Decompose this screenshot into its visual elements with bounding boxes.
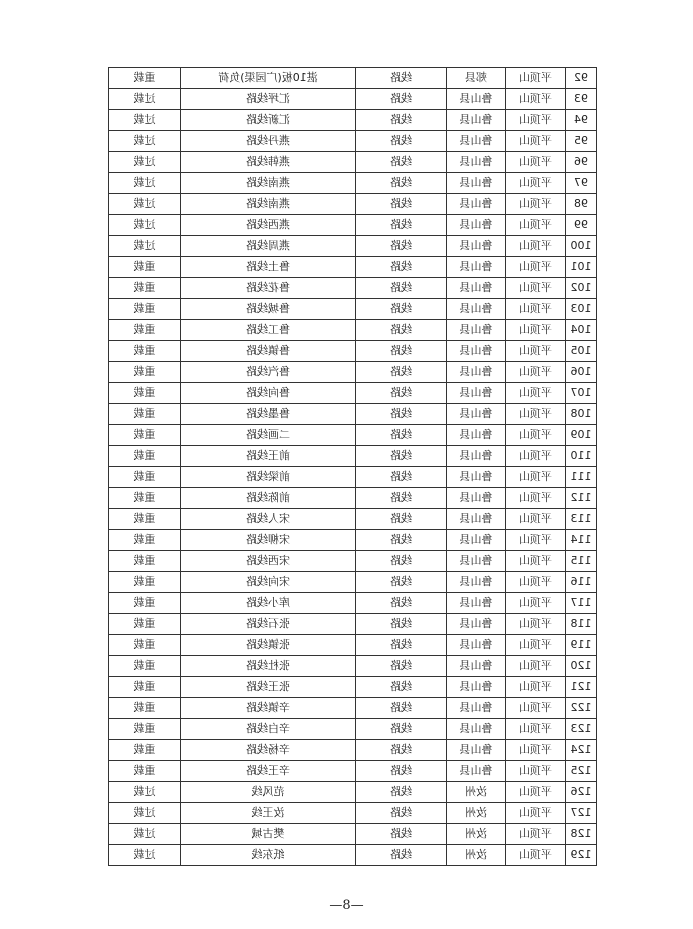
row-number: 128 [566, 824, 597, 845]
type-cell: 线路 [356, 299, 447, 320]
row-number: 115 [566, 551, 597, 572]
table-row [109, 278, 597, 299]
type-cell: 线路 [356, 698, 447, 719]
type-cell: 线路 [356, 761, 447, 782]
status-cell: 重载 [109, 677, 181, 698]
table-row [109, 404, 597, 425]
line-name-cell: 纸东线 [181, 845, 356, 866]
table-row [109, 68, 597, 89]
city-cell: 平顶山 [506, 152, 566, 173]
status-cell: 过载 [109, 803, 181, 824]
table-row [109, 425, 597, 446]
line-name-cell: 张镇线路 [181, 635, 356, 656]
county-cell: 鲁山县 [447, 488, 506, 509]
status-cell: 过载 [109, 131, 181, 152]
county-cell: 鲁山县 [447, 131, 506, 152]
city-cell: 平顶山 [506, 509, 566, 530]
status-cell: 过载 [109, 845, 181, 866]
line-name-cell: 鲁土线路 [181, 257, 356, 278]
status-cell: 重载 [109, 740, 181, 761]
county-cell: 鲁山县 [447, 593, 506, 614]
county-cell: 鲁山县 [447, 698, 506, 719]
row-number: 125 [566, 761, 597, 782]
line-name-cell: 宋柳线路 [181, 530, 356, 551]
line-name-cell: 前陈线路 [181, 488, 356, 509]
row-number: 104 [566, 320, 597, 341]
city-cell: 平顶山 [506, 551, 566, 572]
county-cell: 汝州 [447, 782, 506, 803]
line-name-cell: 宋向线路 [181, 572, 356, 593]
city-cell: 平顶山 [506, 362, 566, 383]
type-cell: 线路 [356, 446, 447, 467]
row-number: 105 [566, 341, 597, 362]
table-row [109, 236, 597, 257]
line-name-cell: 燕南线路 [181, 173, 356, 194]
type-cell: 线路 [356, 467, 447, 488]
type-cell: 线路 [356, 656, 447, 677]
city-cell: 平顶山 [506, 761, 566, 782]
status-cell: 重载 [109, 320, 181, 341]
status-cell: 过载 [109, 236, 181, 257]
county-cell: 鲁山县 [447, 278, 506, 299]
county-cell: 汝州 [447, 845, 506, 866]
type-cell: 线路 [356, 257, 447, 278]
table-row [109, 110, 597, 131]
county-cell: 鲁山县 [447, 383, 506, 404]
city-cell: 平顶山 [506, 572, 566, 593]
row-number: 117 [566, 593, 597, 614]
row-number: 124 [566, 740, 597, 761]
table-row [109, 782, 597, 803]
row-number: 121 [566, 677, 597, 698]
row-number: 106 [566, 362, 597, 383]
line-name-cell: 汝王线 [181, 803, 356, 824]
line-name-cell: 宋人线路 [181, 509, 356, 530]
type-cell: 线路 [356, 194, 447, 215]
line-name-cell: 燕丹线路 [181, 131, 356, 152]
table-row [109, 824, 597, 845]
table-row [109, 341, 597, 362]
city-cell: 平顶山 [506, 425, 566, 446]
type-cell: 线路 [356, 719, 447, 740]
status-cell: 过载 [109, 89, 181, 110]
county-cell: 鲁山县 [447, 446, 506, 467]
status-cell: 重载 [109, 362, 181, 383]
line-name-cell: 燕西线路 [181, 215, 356, 236]
status-cell: 重载 [109, 530, 181, 551]
city-cell: 平顶山 [506, 383, 566, 404]
status-cell: 重载 [109, 467, 181, 488]
city-cell: 平顶山 [506, 68, 566, 89]
county-cell: 鲁山县 [447, 740, 506, 761]
row-number: 119 [566, 635, 597, 656]
row-number: 123 [566, 719, 597, 740]
status-cell: 重载 [109, 656, 181, 677]
type-cell: 线路 [356, 320, 447, 341]
line-name-cell: 樊古城 [181, 824, 356, 845]
status-cell: 重载 [109, 446, 181, 467]
type-cell: 线路 [356, 782, 447, 803]
row-number: 126 [566, 782, 597, 803]
type-cell: 线路 [356, 404, 447, 425]
status-cell: 重载 [109, 551, 181, 572]
city-cell: 平顶山 [506, 278, 566, 299]
row-number: 93 [566, 89, 597, 110]
county-cell: 鲁山县 [447, 215, 506, 236]
line-name-cell: 宋西线路 [181, 551, 356, 572]
line-name-cell: 鲁工线路 [181, 320, 356, 341]
row-number: 112 [566, 488, 597, 509]
line-name-cell: 张王线路 [181, 677, 356, 698]
line-name-cell: 二画线路 [181, 425, 356, 446]
county-cell: 鲁山县 [447, 152, 506, 173]
county-cell: 鲁山县 [447, 467, 506, 488]
table-row [109, 383, 597, 404]
row-number: 103 [566, 299, 597, 320]
type-cell: 线路 [356, 593, 447, 614]
type-cell: 线路 [356, 173, 447, 194]
city-cell: 平顶山 [506, 656, 566, 677]
row-number: 101 [566, 257, 597, 278]
status-cell: 过载 [109, 110, 181, 131]
table-row [109, 761, 597, 782]
city-cell: 平顶山 [506, 782, 566, 803]
type-cell: 线路 [356, 215, 447, 236]
status-cell: 过载 [109, 152, 181, 173]
status-cell: 重载 [109, 635, 181, 656]
status-cell: 重载 [109, 719, 181, 740]
table-row [109, 152, 597, 173]
county-cell: 鲁山县 [447, 425, 506, 446]
county-cell: 鲁山县 [447, 299, 506, 320]
page-number: —8— [329, 898, 364, 913]
table-row [109, 215, 597, 236]
city-cell: 平顶山 [506, 341, 566, 362]
row-number: 100 [566, 236, 597, 257]
type-cell: 线路 [356, 425, 447, 446]
county-cell: 鲁山县 [447, 404, 506, 425]
line-name-cell: 辛白线路 [181, 719, 356, 740]
city-cell: 平顶山 [506, 593, 566, 614]
city-cell: 平顶山 [506, 89, 566, 110]
city-cell: 平顶山 [506, 488, 566, 509]
status-cell: 重载 [109, 698, 181, 719]
status-cell: 过载 [109, 215, 181, 236]
city-cell: 平顶山 [506, 719, 566, 740]
status-cell: 重载 [109, 509, 181, 530]
table-row [109, 299, 597, 320]
type-cell: 线路 [356, 551, 447, 572]
row-number: 116 [566, 572, 597, 593]
type-cell: 线路 [356, 803, 447, 824]
line-name-cell: 辛镇线路 [181, 698, 356, 719]
status-cell: 重载 [109, 257, 181, 278]
row-number: 96 [566, 152, 597, 173]
type-cell: 线路 [356, 89, 447, 110]
line-name-cell: 燕周线路 [181, 236, 356, 257]
row-number: 92 [566, 68, 597, 89]
type-cell: 线路 [356, 488, 447, 509]
table-row [109, 551, 597, 572]
table-row [109, 173, 597, 194]
type-cell: 线路 [356, 509, 447, 530]
type-cell: 线路 [356, 131, 447, 152]
status-cell: 过载 [109, 824, 181, 845]
table-row [109, 488, 597, 509]
status-cell: 重载 [109, 572, 181, 593]
line-name-cell: 鲁墨线路 [181, 404, 356, 425]
status-cell: 重载 [109, 278, 181, 299]
county-cell: 鲁山县 [447, 194, 506, 215]
county-cell: 鲁山县 [447, 257, 506, 278]
type-cell: 线路 [356, 824, 447, 845]
county-cell: 鲁山县 [447, 572, 506, 593]
county-cell: 鲁山县 [447, 530, 506, 551]
type-cell: 线路 [356, 572, 447, 593]
county-cell: 鲁山县 [447, 110, 506, 131]
status-cell: 重载 [109, 404, 181, 425]
city-cell: 平顶山 [506, 131, 566, 152]
status-cell: 重载 [109, 425, 181, 446]
county-cell: 汝州 [447, 803, 506, 824]
type-cell: 线路 [356, 740, 447, 761]
row-number: 95 [566, 131, 597, 152]
type-cell: 线路 [356, 341, 447, 362]
table-row [109, 740, 597, 761]
line-name-cell: 辛王线路 [181, 761, 356, 782]
table-row [109, 362, 597, 383]
county-cell: 鲁山县 [447, 509, 506, 530]
line-name-cell: 鲁汽线路 [181, 362, 356, 383]
county-cell: 汝州 [447, 824, 506, 845]
status-cell: 重载 [109, 383, 181, 404]
type-cell: 线路 [356, 278, 447, 299]
type-cell: 线路 [356, 614, 447, 635]
status-cell: 重载 [109, 614, 181, 635]
data-table [108, 67, 597, 866]
city-cell: 平顶山 [506, 299, 566, 320]
table-row [109, 320, 597, 341]
type-cell: 线路 [356, 383, 447, 404]
type-cell: 线路 [356, 635, 447, 656]
table-row [109, 572, 597, 593]
line-name-cell: 前王线路 [181, 446, 356, 467]
type-cell: 线路 [356, 152, 447, 173]
table-row [109, 593, 597, 614]
type-cell: 线路 [356, 110, 447, 131]
table-row [109, 89, 597, 110]
city-cell: 平顶山 [506, 215, 566, 236]
county-cell: 鲁山县 [447, 614, 506, 635]
county-cell: 鲁山县 [447, 89, 506, 110]
county-cell: 鲁山县 [447, 551, 506, 572]
row-number: 107 [566, 383, 597, 404]
city-cell: 平顶山 [506, 257, 566, 278]
row-number: 114 [566, 530, 597, 551]
type-cell: 线路 [356, 677, 447, 698]
city-cell: 平顶山 [506, 320, 566, 341]
row-number: 129 [566, 845, 597, 866]
county-cell: 鲁山县 [447, 341, 506, 362]
line-name-cell: 鲁花线路 [181, 278, 356, 299]
county-cell: 鲁山县 [447, 362, 506, 383]
city-cell: 平顶山 [506, 173, 566, 194]
table-row [109, 509, 597, 530]
county-cell: 郏县 [447, 68, 506, 89]
row-number: 108 [566, 404, 597, 425]
status-cell: 重载 [109, 761, 181, 782]
table-row [109, 530, 597, 551]
table-row [109, 635, 597, 656]
type-cell: 线路 [356, 68, 447, 89]
row-number: 109 [566, 425, 597, 446]
line-name-cell: 燕南线路 [181, 194, 356, 215]
table-row [109, 257, 597, 278]
status-cell: 重载 [109, 341, 181, 362]
city-cell: 平顶山 [506, 740, 566, 761]
table-row [109, 446, 597, 467]
line-name-cell: 辛杨线路 [181, 740, 356, 761]
table-row [109, 803, 597, 824]
line-name-cell: 鲁城线路 [181, 299, 356, 320]
line-name-cell: 鲁向线路 [181, 383, 356, 404]
row-number: 118 [566, 614, 597, 635]
table-row [109, 614, 597, 635]
line-name-cell: 范风线 [181, 782, 356, 803]
line-name-cell: 汇新线路 [181, 110, 356, 131]
type-cell: 线路 [356, 845, 447, 866]
county-cell: 鲁山县 [447, 656, 506, 677]
line-name-cell: 鲁镇线路 [181, 341, 356, 362]
city-cell: 平顶山 [506, 677, 566, 698]
table-row [109, 131, 597, 152]
status-cell: 重载 [109, 299, 181, 320]
city-cell: 平顶山 [506, 194, 566, 215]
county-cell: 鲁山县 [447, 761, 506, 782]
row-number: 122 [566, 698, 597, 719]
county-cell: 鲁山县 [447, 173, 506, 194]
row-number: 97 [566, 173, 597, 194]
table-row [109, 845, 597, 866]
county-cell: 鲁山县 [447, 236, 506, 257]
table-row [109, 194, 597, 215]
county-cell: 鲁山县 [447, 635, 506, 656]
table-row [109, 467, 597, 488]
table-row [109, 656, 597, 677]
row-number: 94 [566, 110, 597, 131]
type-cell: 线路 [356, 362, 447, 383]
line-name-cell: 燕韩线路 [181, 152, 356, 173]
city-cell: 平顶山 [506, 404, 566, 425]
table-row [109, 719, 597, 740]
row-number: 99 [566, 215, 597, 236]
row-number: 111 [566, 467, 597, 488]
city-cell: 平顶山 [506, 824, 566, 845]
status-cell: 过载 [109, 782, 181, 803]
line-name-cell: 汇坪线路 [181, 89, 356, 110]
row-number: 120 [566, 656, 597, 677]
table-body [109, 68, 597, 866]
line-name-cell: 张杜线路 [181, 656, 356, 677]
line-name-cell: 前梁线路 [181, 467, 356, 488]
row-number: 127 [566, 803, 597, 824]
line-name-cell: 库小线路 [181, 593, 356, 614]
status-cell: 重载 [109, 593, 181, 614]
city-cell: 平顶山 [506, 614, 566, 635]
line-name-cell: 湛10板(广园渠)负荷 [181, 68, 356, 89]
city-cell: 平顶山 [506, 635, 566, 656]
row-number: 98 [566, 194, 597, 215]
county-cell: 鲁山县 [447, 677, 506, 698]
table-row [109, 698, 597, 719]
status-cell: 重载 [109, 68, 181, 89]
city-cell: 平顶山 [506, 236, 566, 257]
city-cell: 平顶山 [506, 698, 566, 719]
city-cell: 平顶山 [506, 803, 566, 824]
city-cell: 平顶山 [506, 110, 566, 131]
type-cell: 线路 [356, 236, 447, 257]
county-cell: 鲁山县 [447, 320, 506, 341]
row-number: 110 [566, 446, 597, 467]
city-cell: 平顶山 [506, 467, 566, 488]
line-name-cell: 张石线路 [181, 614, 356, 635]
city-cell: 平顶山 [506, 845, 566, 866]
city-cell: 平顶山 [506, 530, 566, 551]
city-cell: 平顶山 [506, 446, 566, 467]
county-cell: 鲁山县 [447, 719, 506, 740]
type-cell: 线路 [356, 530, 447, 551]
row-number: 102 [566, 278, 597, 299]
row-number: 113 [566, 509, 597, 530]
status-cell: 重载 [109, 488, 181, 509]
status-cell: 过载 [109, 173, 181, 194]
status-cell: 过载 [109, 194, 181, 215]
table-row [109, 677, 597, 698]
